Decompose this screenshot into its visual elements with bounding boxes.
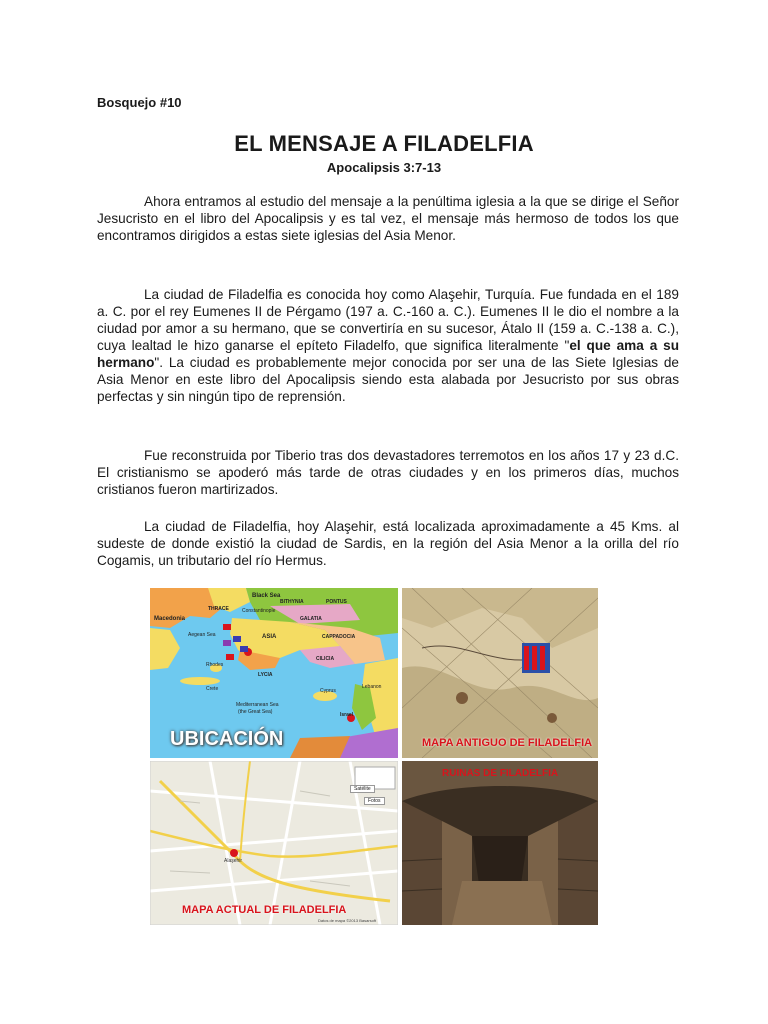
map-label-crete: Crete [206, 686, 219, 692]
map-label-cilicia: CILICIA [316, 656, 335, 662]
satellite-button[interactable]: Satélite [350, 785, 375, 793]
paragraph-history [97, 286, 679, 405]
paragraph-location: La ciudad de Filadelfia, hoy Alaşehir, está localizada aproximadamente a 45 Kms. al sudeste de donde existió la ciudad de Sardis, en la región del Asia Menor a la orilla del río Cogamis, un tributario del río Hermus. [97, 519, 679, 568]
paragraph-history-emphasis: el que ama a su hermano [97, 338, 679, 370]
map-label-great-sea: (the Great Sea) [238, 709, 273, 715]
image-mosaic [150, 588, 598, 925]
map-label-pontus: PONTUS [326, 599, 347, 605]
document-title: EL MENSAJE A FILADELFIA [234, 131, 534, 156]
ruins-caption: RUINAS DE FILADELFIA [442, 768, 559, 779]
map-label-aegean-sea: Aegean Sea [188, 632, 216, 638]
map-label-rhodes: Rhodes [206, 662, 224, 668]
scripture-reference: Apocalipsis 3:7-13 [326, 160, 442, 175]
map-label-constantinople: Constantinople [242, 608, 276, 614]
current-map-image [150, 761, 398, 925]
location-map-image [150, 588, 398, 758]
map-label-bithynia: BITHYNIA [280, 599, 304, 605]
location-map-caption: UBICACIÓN [170, 728, 284, 750]
outline-label: Bosquejo #10 [97, 95, 182, 110]
map-label-mediterranean: Mediterranean Sea [236, 702, 279, 708]
map-label-macedonia: Macedonia [154, 616, 186, 622]
map-label-lycia: LYCIA [258, 672, 273, 678]
map-credit: Datos de mapa ©2013 Basarsoft [318, 918, 377, 923]
map-label-asia: ASIA [262, 634, 277, 640]
map-label-israel: Israel [340, 712, 354, 718]
map-label-cyprus: Cyprus [320, 688, 336, 694]
paragraph-reconstruction: Fue reconstruida por Tiberio tras dos devastadores terremotos en los años 17 y 23 d.C. El cristianismo se apoderó más tarde de otras ciudades y en los primeros días, muchos cristianos fueron martirizados. [97, 448, 679, 497]
ruins-image [402, 761, 598, 925]
map-label-lebanon: Lebanon [362, 684, 382, 690]
current-map-caption: MAPA ACTUAL DE FILADELFIA [182, 904, 347, 916]
ancient-map-caption: MAPA ANTIGUO DE FILADELFIA [422, 737, 593, 749]
current-map-city-label: Alaşehir [224, 858, 243, 864]
paragraph-intro: Ahora entramos al estudio del mensaje a la penúltima iglesia a la que se dirige el Señor Jesucristo en el libro del Apocalipsis y es tal vez, el mensaje más hermoso de todos los que encontramos dirigidos a estas siete iglesias del Asia Menor. [97, 194, 679, 243]
map-label-black-sea: Black Sea [252, 593, 281, 599]
paragraph-history-text-a: La ciudad de Filadelfia es conocida hoy como Alaşehir, Turquía. Fue fundada en el 189 a. C. por el rey Eumenes II de Pérgamo (197 a. C.-160 a. C.). Eumenes II le dio el nombre a la ciudad por amor a su hermano, que se convertiría en su sucesor, Átalo II (159 a. C.-138 a. C.), cuya lealtad le hizo ganarse el epíteto Filadelfo, que significa literalmente " [97, 287, 679, 353]
map-label-galatia: GALATIA [300, 616, 322, 622]
map-label-cappadocia: CAPPADOCIA [322, 634, 356, 640]
ancient-map-image [402, 588, 598, 758]
paragraph-history-text-b: ". La ciudad es probablemente mejor conocida por ser una de las Siete Iglesias de Asia Menor en este libro del Apocalipsis siendo esta alabada por Jesucristo por sus obras perfectas y sin ningún tipo de reprensión. [97, 355, 679, 404]
map-label-thrace: THRACE [208, 606, 229, 612]
photos-button[interactable]: Fotos [364, 797, 385, 805]
